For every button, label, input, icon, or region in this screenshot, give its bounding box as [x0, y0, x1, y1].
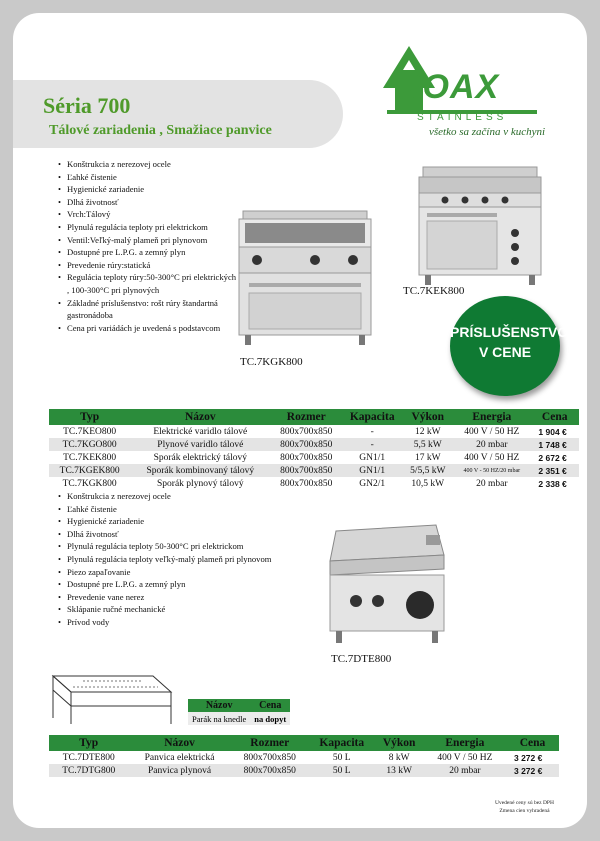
cell: 50 L	[309, 764, 375, 777]
col-nazov: Názov	[130, 409, 270, 425]
range-electric-image	[415, 153, 545, 291]
price-cell: 2 351 €	[530, 464, 579, 477]
col-rozmer: Rozmer	[270, 409, 342, 425]
list-item: • Ľahké čistenie	[58, 503, 273, 516]
cell: 800x700x850	[270, 438, 342, 451]
list-item: • Plynulá regulácia teploty veľký-malý plameň pri plynovom	[58, 553, 273, 566]
cell: Elektrické varidlo tálové	[130, 425, 270, 438]
col-nazov: Názov	[128, 735, 230, 751]
table-row	[49, 751, 559, 764]
list-item: • Hygienické zariadenie	[58, 515, 273, 528]
features-list-1	[58, 158, 238, 334]
cell: 800x700x850	[270, 425, 342, 438]
cell: GN1/1	[342, 451, 402, 464]
table-header-row	[49, 409, 579, 425]
table-row	[49, 438, 579, 451]
caption-tc7dte800: TC.7DTE800	[331, 653, 392, 665]
price-cell: 2 672 €	[530, 451, 579, 464]
col-typ: Typ	[49, 735, 128, 751]
cell: TC.7DTG800	[49, 764, 128, 777]
note-line-2: Zmena cien vyhradená	[499, 808, 550, 814]
accessories-badge	[450, 296, 569, 396]
col-cena: Cena	[506, 735, 559, 751]
cell: 20 mbar	[453, 477, 530, 490]
basket-insert-image	[43, 668, 183, 728]
cell: GN2/1	[342, 477, 402, 490]
table-row	[49, 451, 579, 464]
list-item: • Vrch:Tálový	[58, 208, 238, 221]
cell: 13 kW	[375, 764, 424, 777]
list-item: • Dostupné pre L.P.G. a zemný plyn	[58, 578, 273, 591]
cell: 400 V / 50 HZ	[453, 451, 530, 464]
cell: 8 kW	[375, 751, 424, 764]
cell: TC.7KEO800	[49, 425, 130, 438]
logo-sub: STAINLESS	[417, 112, 508, 123]
cell: 800x700x850	[231, 764, 309, 777]
col-kapacita: Kapacita	[342, 409, 402, 425]
col-kapacita: Kapacita	[309, 735, 375, 751]
list-item: • Hygienické zariadenie	[58, 183, 238, 196]
cell: 12 kW	[402, 425, 453, 438]
list-item: • Sklápanie ručné mechanické	[58, 603, 273, 616]
price-cell: 1 904 €	[530, 425, 579, 438]
col-rozmer: Rozmer	[231, 735, 309, 751]
list-item: • Plynulá regulácia teploty 50-300°C pri elektrickom	[58, 540, 273, 553]
list-item: • Dlhá životnosť	[58, 196, 238, 209]
list-item: • Prevedenie vane nerez	[58, 591, 273, 604]
cell: GN1/1	[342, 464, 402, 477]
list-item: • Piezo zapaľovanie	[58, 566, 273, 579]
list-item: • Základné príslušenstvo: rošt rúry štandartná gastronádoba	[58, 297, 238, 322]
badge-line-1: PRÍSLUŠENSTVO	[450, 324, 569, 340]
page-title: Séria 700	[43, 93, 131, 118]
table-header-row	[49, 735, 559, 751]
cell: -	[342, 425, 402, 438]
cell: Panvica plynová	[128, 764, 230, 777]
cell: 5,5 kW	[402, 438, 453, 451]
cell: TC.7KEK800	[49, 451, 130, 464]
cell: -	[342, 438, 402, 451]
price-cell: 3 272 €	[506, 764, 559, 777]
col-vykon: Výkon	[375, 735, 424, 751]
cell: 17 kW	[402, 451, 453, 464]
cell: 50 L	[309, 751, 375, 764]
cell: 5/5,5 kW	[402, 464, 453, 477]
range-gas-image	[235, 203, 375, 353]
list-item: • Dostupné pre L.P.G. a zemný plyn	[58, 246, 238, 259]
tilting-pan-image	[316, 511, 456, 651]
cell: 10,5 kW	[402, 477, 453, 490]
cell: 400 V / 50 HZ	[424, 751, 506, 764]
cell: na dopyt	[250, 712, 290, 725]
logo-slogan: všetko sa začína v kuchyni	[429, 126, 546, 138]
list-item: • Konštrukcia z nerezovej ocele	[58, 158, 238, 171]
list-item: • Plynulá regulácia teploty pri elektrickom	[58, 221, 238, 234]
list-item: • Ľahké čistenie	[58, 171, 238, 184]
col-vykon: Výkon	[402, 409, 453, 425]
list-item: • Ventil:Veľký-malý plameň pri plynovom	[58, 234, 238, 247]
price-cell: 1 748 €	[530, 438, 579, 451]
roax-logo	[373, 38, 573, 158]
product-table-1	[49, 409, 579, 490]
product-table-2	[49, 735, 559, 777]
col-cena: Cena	[530, 409, 579, 425]
list-item: • Dlhá životnosť	[58, 528, 273, 541]
cell: 400 V - 50 HZ/20 mbar	[453, 464, 530, 477]
col-energia: Energia	[424, 735, 506, 751]
cell: Plynové varidlo tálové	[130, 438, 270, 451]
badge-line-2: V CENE	[478, 344, 532, 360]
cell: 20 mbar	[424, 764, 506, 777]
list-item: • Prevedenie rúry:statická	[58, 259, 238, 272]
col-typ: Typ	[49, 409, 130, 425]
logo-brand: ROAX	[397, 68, 500, 106]
catalog-page	[13, 13, 587, 828]
price-cell: 3 272 €	[506, 751, 559, 764]
cell: TC.7DTE800	[49, 751, 128, 764]
cell: 800x700x850	[231, 751, 309, 764]
cell: TC.7KGO800	[49, 438, 130, 451]
cell: 800x700x850	[270, 464, 342, 477]
price-note	[495, 799, 554, 815]
table-row	[49, 477, 579, 490]
note-line-1: Uvedené ceny sú bez DPH	[495, 800, 554, 806]
cell: Panvica elektrická	[128, 751, 230, 764]
caption-tc7kek800: TC.7KEK800	[403, 285, 465, 297]
accessory-table	[188, 699, 290, 725]
table-row	[49, 425, 579, 438]
cell: Sporák elektrický tálový	[130, 451, 270, 464]
page-subtitle: Tálové zariadenia , Smažiace panvice	[49, 123, 272, 138]
table-row	[49, 764, 559, 777]
table-row	[49, 464, 579, 477]
list-item: • Konštrukcia z nerezovej ocele	[58, 490, 273, 503]
cell: 800x700x850	[270, 451, 342, 464]
cell: 20 mbar	[453, 438, 530, 451]
caption-tc7kgk800: TC.7KGK800	[240, 356, 303, 368]
cell: Sporák kombinovaný tálový	[130, 464, 270, 477]
cell: 800x700x850	[270, 477, 342, 490]
cell: Parák na knedle	[188, 712, 250, 725]
col-energia: Energia	[453, 409, 530, 425]
cell: 400 V / 50 HZ	[453, 425, 530, 438]
price-cell: 2 338 €	[530, 477, 579, 490]
col-cena: Cena	[250, 699, 290, 712]
table-row	[188, 712, 290, 725]
table-header-row	[188, 699, 290, 712]
col-nazov: Názov	[188, 699, 250, 712]
cell: Sporák plynový tálový	[130, 477, 270, 490]
list-item: • Prívod vody	[58, 616, 273, 629]
list-item: • Cena pri variádách je uvedená s podstavcom	[58, 322, 238, 335]
cell: TC.7KGK800	[49, 477, 130, 490]
list-item: • Regulácia teploty rúry:50-300°C pri elektrických , 100-300°C pri plynových	[58, 271, 238, 296]
features-list-2	[58, 490, 273, 629]
cell: TC.7KGEK800	[49, 464, 130, 477]
